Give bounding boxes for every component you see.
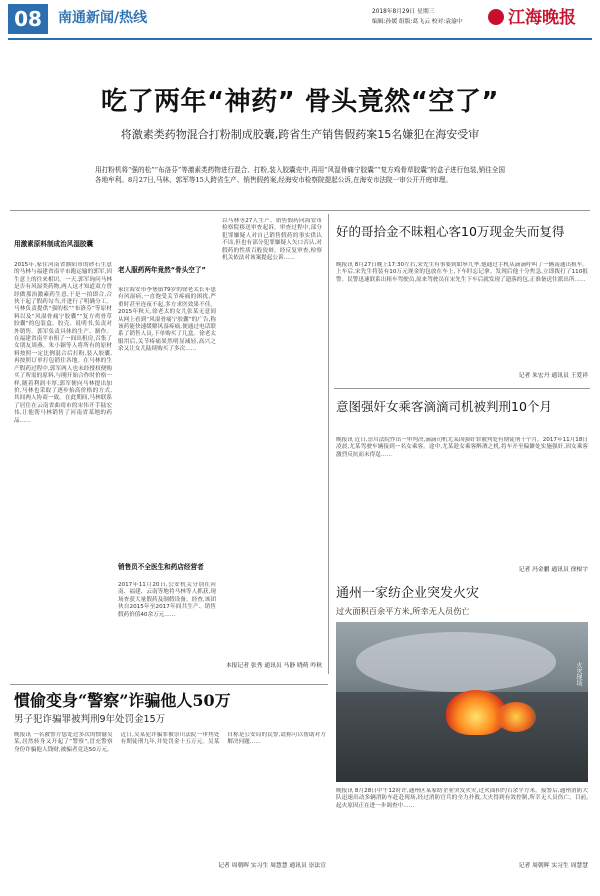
newspaper-logo [488,6,592,32]
story2-heading: 好的哥拾金不昧粗心客10万现金失而复得 [336,224,565,239]
story3-body: 晚报讯 近日,崇川法院作出一审判决,滴滴司机尤某因强奸罪被判处有期徒刑十个月。2017年11月18日凌晨,尤某驾驶车辆接到一名女乘客。途中,尤某趁女乘客醉酒之机,将车开至偏僻处实施强奸,因女乘客激烈反抗而未得逞…… [336,437,588,458]
story2-divider [334,388,590,389]
vertical-divider-right [328,214,329,674]
main-headline: 吃了两年“神药” 骨头竟然“空了” [101,87,499,117]
col1-heading: 用激素原料制成治风湿胶囊 [14,240,94,248]
logo-icon [488,9,504,25]
col3-credit: 本报记者 张秀 通讯员 马静 晓萌 吟秋 [225,663,322,669]
main-subheadline: 将激素类药物混合打粉制成胶囊,跨省生产销售假药案15名嫌犯在海安受审 [120,128,480,141]
col2-heading: 老人服药两年竟然“骨头空了” [118,266,206,274]
col3-body: 以马林等27人生产、销售假药向海安市检察院移送审查起诉。审查过程中,部分犯罪嫌疑人对自己销售假药的事实供认不讳,但也有部分犯罪嫌疑人矢口否认,对假药的性质百般狡辩。经反复审查,检察机关依法对该案提起公诉…… [222,218,322,262]
story4-divider [10,684,328,685]
smoke-shape [356,632,556,692]
story4-heading: 慣偷变身“警察”诈骗他人50万 [14,691,231,710]
fire-flame-shape-2 [496,702,536,732]
col1-body: 2015年,家住河南省濮阳市的砂石生意的马林与福建省南平市跑运输的郭军,因生意上的往来相识。一天,郭军询问马林是否有风湿类药物,两人这才知道双方曾经做那治激素药生意,于是一拍即合,合伙干起了假药勾当,开进行了明确分工。马林负责提供“强的松”“布洛芬”等原材料以及“风湿骨痛宁胶囊”“复方鸡骨草胶囊”的包装盒、胶壳、说明书,负责对外销售。郭军负责具体的生产、制作。在福建省南平市租了一间出租房,召集了女朋友周燕、朱小颖等人将所有的原材料按照一定比例混合后打粉,装入胶囊,再按照订单打包销往各地。在马林的生产假药过程中,郭军两人也未经授权便购买了所需的原料,与刚开始合作时价格一样,随着利润丰厚,郭军便向马林提出加价,马林也采取了逐步抬高价格的方式,其间两人协商一致。在此期间,马林联系了居住在云南省曲靖市的宋伟开手陆宏伟,让他帮马林销售了河南省某地的药品…… [14,262,112,424]
fire-photo [336,622,588,782]
story4-body: 晚报讯 一名被警方惩处过多次的惯偷吴某,居然转身又开起了“警察”,冒充警察身份诈骗他人钱财,被骗者竟达50万元。近日,吴某犯诈骗罪被崇川法院一审判处有期徒刑九年,并处罚金十五万元。吴某自称是公安局的民警,谎称可以帮助对方解决问题…… [14,732,326,753]
lead-divider [10,210,590,211]
masthead [0,0,600,40]
section-title: 南通新闻/热线 [58,10,148,26]
story5-heading: 通州一家纺企业突发火灾 [336,586,480,601]
col2-body: 家住海安市李堡镇79岁的徐老太长年患有风湿病,一直饱受关节疼痛的困扰,严重时甚至连夜不起,多方求医效果不佳。2015年秋天,徐老太的女儿张某无意间从网上看到“风湿骨痛宁胶囊”的广告,称该药能快速缓解风湿疼痛,便通过电话联系了销售人员,下单购买了几盒。徐老太服用后,关节疼痛果然明显减轻,高兴之余又让女儿陆续购买了多次…… [118,287,216,353]
story4-subheading: 男子犯诈骗罪被判刑9年处罚金15万 [14,714,166,725]
lead-paragraph: 用打粉机将“强的松”“布洛芬”等激素类药物进行混合、打粉,装入胶囊壳中,再用“风湿骨痛宁胶囊”“复方鸡骨草胶囊”的盒子进行包装,销往全国各地牟利。8月27日,马林、郭军等15人跨省生产、销售假药案,经海安市检察院提起公诉,在海安市法院一审公开开庭审理。 [95,166,505,184]
story5-subheading: 过火面积百余平方米,所幸无人员伤亡 [336,606,470,616]
col2-body2: 2017年11月20日,公安机关分别在河南、福建、云南等地将马林等人抓获,现场查获大量假药及制假设备。经查,该团伙自2015年至2017年间共生产、销售假药价值40余万元…… [118,582,216,618]
story2-body: 晚报讯 8月27日晚上17:30左右,宋先生有事要到如皋九华,他通过手机从滴滴呼叫了一辆南通出租车。上车后,宋先生将装有10万元现金的包放在车上,下车时忘记拿。发现后他十分焦急,立即拨打了110报警。民警迅速联系出租车驾驶员,原来驾驶员在宋先生下车后就发现了遗落的包,正准备送往派出所…… [336,262,588,283]
masthead-divider [8,38,592,40]
story4-credit: 记者 周朝晖 实习生 周慧慧 通讯员 崇法宣 [218,863,326,869]
story3-credit: 记者 冯金鹏 通讯员 徐根宇 [518,567,588,573]
date-line: 2018年8月29日 星期三 [372,9,435,15]
editor-line: 编辑:孙媛 组版:葛飞云 校对:袁渝中 [372,19,463,25]
col2-heading2: 销售员不全医生和药店经营者 [118,563,204,571]
story5-credit: 记者 周朝晖 实习生 周慧慧 [518,863,588,869]
story5-body: 晚报讯 8月28日中午12时许,通州区某家纺企业突发火灾,过火面积约百余平方米。接警后,通州消防大队迅速出动多辆消防车赶赴现场,经过消防官兵的全力扑救,大火得到有效控制,所幸无人员伤亡。目前,起火原因正在进一步调查中…… [336,788,588,809]
page-number: 08 [8,4,48,34]
story3-heading: 意图强奸女乘客滴滴司机被判刑10个月 [336,399,552,414]
story2-credit: 记者 朱宏丹 通讯员 王爱祥 [518,373,588,379]
logo-text: 江海晚报 [508,8,576,28]
photo-caption: 火灾现场 [575,662,582,686]
